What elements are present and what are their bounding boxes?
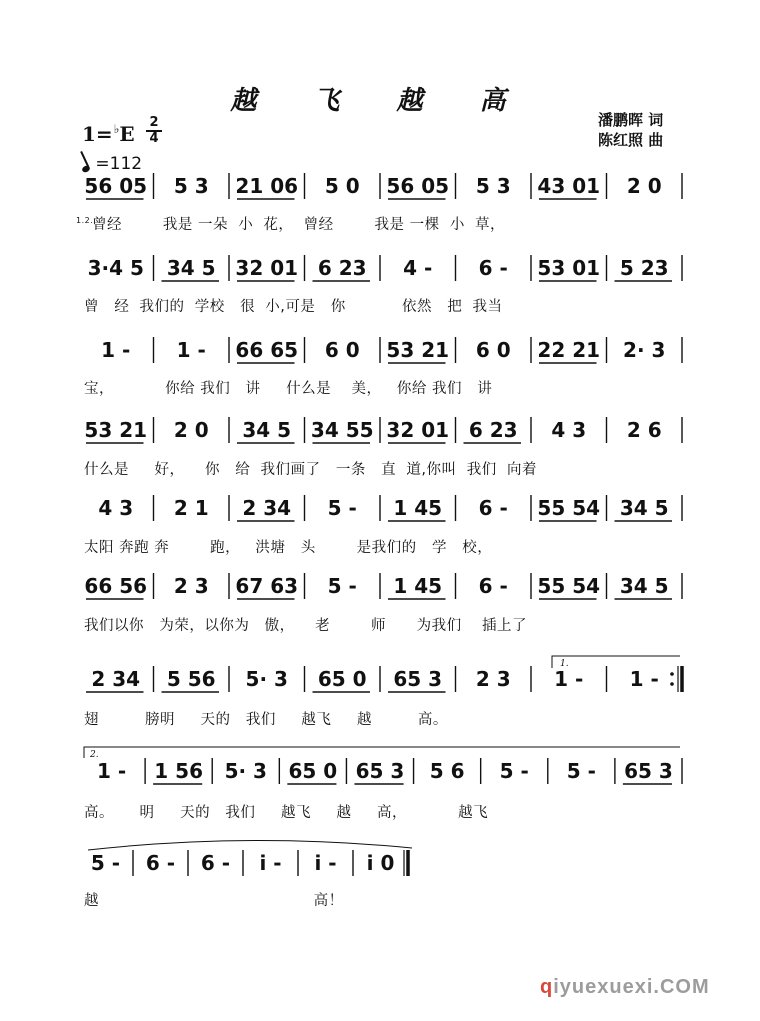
lyric-line-3: 宝， 你给 我们 讲 什么是 美， 你给 我们 讲 bbox=[84, 381, 493, 397]
measure-notes: 34 5 bbox=[619, 496, 669, 520]
measure-notes: 2 3 bbox=[173, 574, 209, 598]
measure-notes: 6 - bbox=[145, 851, 176, 875]
key-letter: E bbox=[119, 122, 135, 146]
measure-notes: i - bbox=[314, 851, 337, 875]
measure-notes: 65 3 bbox=[624, 759, 673, 783]
measure-notes: 67 63 bbox=[235, 574, 299, 598]
measure-notes: 53 01 bbox=[537, 256, 601, 280]
measure-notes: 5 0 bbox=[324, 174, 360, 198]
measure-notes: 2· 3 bbox=[623, 338, 666, 362]
measure-notes: 1 - bbox=[176, 338, 206, 362]
measure-notes: 66 65 bbox=[235, 338, 299, 362]
measure-notes: 55 54 bbox=[537, 574, 601, 598]
measure-notes: 5 3 bbox=[173, 174, 209, 198]
lyric-line-1: 曾经 我是 一朵 小 花， 曾经 我是 一棵 小 草， bbox=[92, 217, 506, 233]
measure-notes: 5 3 bbox=[475, 174, 511, 198]
watermark-text: iyuexuexi.COM bbox=[553, 976, 710, 998]
measure-notes: 5 - bbox=[327, 496, 357, 520]
watermark-q: q bbox=[540, 976, 554, 998]
measure-notes: 3·4 5 bbox=[87, 256, 144, 280]
volta-2-bracket bbox=[84, 747, 680, 758]
measure-notes: 34 55 bbox=[310, 418, 374, 442]
tie-arc bbox=[88, 840, 412, 850]
measure-notes: 1 - bbox=[554, 667, 584, 691]
measure-notes: 4 - bbox=[403, 256, 433, 280]
measure-notes: 43 01 bbox=[537, 174, 601, 198]
measure-notes: 6 0 bbox=[475, 338, 511, 362]
measure-notes: 1 45 bbox=[393, 574, 443, 598]
measure-notes: 1 56 bbox=[154, 759, 204, 783]
measure-notes: 65 3 bbox=[393, 667, 443, 691]
measure-notes: 6 - bbox=[478, 496, 508, 520]
measure-notes: 5 - bbox=[327, 574, 357, 598]
measure-notes: 5 6 bbox=[429, 759, 465, 783]
measure-notes: 5 - bbox=[499, 759, 529, 783]
measure-notes: 5· 3 bbox=[245, 667, 288, 691]
lyricist-credit: 潘鹏晖 词 bbox=[598, 111, 664, 129]
measure-notes: 34 5 bbox=[166, 256, 216, 280]
lyric-line-2: 曾 经 我们的 学校 很 小,可是 你 依然 把 我当 bbox=[84, 299, 503, 315]
measure-notes: 5 - bbox=[566, 759, 596, 783]
lyric-line-8: 高。 明 天的 我们 越飞 越 高， 越飞 bbox=[84, 805, 489, 821]
measure-notes: i - bbox=[259, 851, 282, 875]
measure-notes: 1 - bbox=[101, 338, 131, 362]
measure-notes: 5· 3 bbox=[224, 759, 267, 783]
measure-notes: 5 - bbox=[90, 851, 121, 875]
measure-notes: 2 34 bbox=[242, 496, 292, 520]
lyric-line-4: 什么是 好， 你 给 我们画了 一条 直 道,你叫 我们 向着 bbox=[84, 462, 537, 478]
measure-notes: 4 3 bbox=[551, 418, 587, 442]
watermark bbox=[540, 976, 710, 999]
time-numerator: 2 bbox=[149, 115, 159, 130]
verse-marker: 1.2. bbox=[76, 216, 94, 225]
measure-notes: 34 5 bbox=[619, 574, 669, 598]
measure-notes: 2 6 bbox=[626, 418, 662, 442]
measure-notes: 4 3 bbox=[98, 496, 134, 520]
measure-notes: 6 23 bbox=[468, 418, 518, 442]
measure-notes: 22 21 bbox=[537, 338, 601, 362]
flat-icon: ♭ bbox=[113, 122, 120, 137]
repeat-dot bbox=[670, 682, 674, 686]
measure-notes: 65 0 bbox=[288, 759, 338, 783]
measure-notes: 6 - bbox=[478, 574, 508, 598]
measure-notes: 65 0 bbox=[317, 667, 367, 691]
measure-notes: 65 3 bbox=[355, 759, 405, 783]
measure-notes: 1 - bbox=[96, 759, 127, 783]
measure-notes: 56 05 bbox=[84, 174, 148, 198]
measure-notes: 2 0 bbox=[626, 174, 662, 198]
measure-notes: 56 05 bbox=[386, 174, 450, 198]
volta-2-label: 2. bbox=[90, 750, 99, 760]
measure-notes: 6 - bbox=[200, 851, 231, 875]
measure-notes: 2 34 bbox=[91, 667, 141, 691]
measure-notes: 5 23 bbox=[619, 256, 669, 280]
measure-notes: 6 23 bbox=[317, 256, 367, 280]
measure-notes: 6 0 bbox=[324, 338, 360, 362]
volta-1-label: 1. bbox=[560, 659, 569, 669]
measure-notes: 32 01 bbox=[235, 256, 299, 280]
measure-notes: 21 06 bbox=[235, 174, 299, 198]
measure-notes: 2 0 bbox=[173, 418, 209, 442]
measure-notes: 2 3 bbox=[475, 667, 511, 691]
song-title: 越 飞 越 高 bbox=[230, 86, 530, 116]
measure-notes: 32 01 bbox=[386, 418, 450, 442]
measure-notes: 2 1 bbox=[173, 496, 209, 520]
lyric-line-5: 太阳 奔跑 奔 跑， 洪塘 头 是我们的 学 校， bbox=[84, 540, 493, 556]
tempo-value: =112 bbox=[95, 154, 143, 174]
measure-notes: 1 45 bbox=[393, 496, 443, 520]
composer-credit: 陈红照 曲 bbox=[598, 131, 664, 149]
measure-notes: i 0 bbox=[366, 851, 395, 875]
measure-notes: 66 56 bbox=[84, 574, 148, 598]
repeat-dot bbox=[670, 672, 674, 676]
lyric-line-9: 越 高！ bbox=[84, 893, 344, 909]
measure-notes: 5 56 bbox=[166, 667, 216, 691]
measure-notes: 53 21 bbox=[386, 338, 450, 362]
measure-notes: 6 - bbox=[478, 256, 508, 280]
measure-notes: 55 54 bbox=[537, 496, 601, 520]
time-denominator: 4 bbox=[149, 131, 159, 146]
lyric-line-7: 翅 膀明 天的 我们 越飞 越 高。 bbox=[84, 712, 448, 728]
measure-notes: 1 - bbox=[629, 667, 659, 691]
key-prefix: 1= bbox=[82, 122, 113, 146]
lyric-line-6: 我们以你 为荣，以你为 傲， 老 师 为我们 插上了 bbox=[84, 618, 528, 634]
measure-notes: 34 5 bbox=[242, 418, 292, 442]
measure-notes: 53 21 bbox=[84, 418, 148, 442]
